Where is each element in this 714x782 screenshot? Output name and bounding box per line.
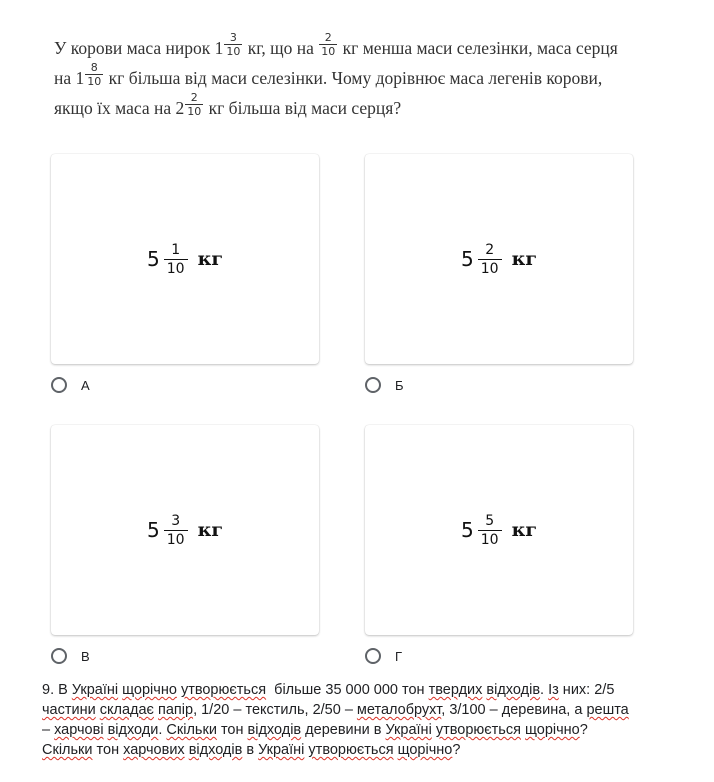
answer-unit: кг [197,519,223,541]
text-segment: в [242,742,259,758]
option-b-answer [461,241,537,278]
next-question-line [42,680,682,700]
text-segment: 9. В [42,682,72,698]
misspelled-word: відходів [247,722,302,738]
text-segment: них: 2/5 [558,682,615,698]
fraction-denominator: 10 [226,45,241,59]
option-b-radio[interactable] [365,377,381,393]
question-text [54,33,654,123]
fraction [185,91,203,118]
option-d-radio[interactable] [365,648,381,664]
fraction-numerator: 2 [190,91,198,105]
text-segment: деревини в [301,722,386,738]
option-c-image-card[interactable] [51,425,319,635]
question-text-segment: якщо їх маса на 2 [54,98,185,118]
text-segment: більше 35 000 000 тон [266,682,429,698]
option-c-radio[interactable] [51,648,67,664]
fraction [85,61,103,88]
misspelled-word: твердих [428,682,483,698]
next-question-line [42,700,682,720]
text-segment: . [540,682,549,698]
text-segment: ? [452,742,461,758]
answer-whole: 5 [461,518,474,542]
answer-numerator: 3 [171,512,181,529]
misspelled-word: Із [548,682,559,698]
option-c-choice[interactable] [51,648,90,664]
next-question-text [42,680,682,760]
misspelled-word: утворюється [180,682,267,698]
option-b-image-card[interactable] [365,154,633,364]
option-a-answer [147,241,223,278]
misspelled-word: Скільки [42,742,93,758]
misspelled-word: складає [99,702,154,718]
text-segment: , 1/20 – текстиль, 2/50 – [193,702,357,718]
answer-whole: 5 [461,247,474,271]
text-segment: – [42,722,55,738]
question-text-segment: кг, що на [243,38,319,58]
answer-denominator: 10 [478,259,502,278]
option-a-radio[interactable] [51,377,67,393]
fraction-denominator: 10 [321,45,336,59]
answer-whole: 5 [147,247,160,271]
option-a-choice[interactable] [51,377,90,393]
text-segment: , 3/100 – деревина, а [441,702,587,718]
question-text-segment: У корови маса нирок 1 [54,38,224,58]
option-d-label: Г [395,648,403,664]
misspelled-word: Україні [71,682,119,698]
answer-numerator: 1 [171,241,181,258]
misspelled-word: відходи [107,722,159,738]
option-a-image-card[interactable] [51,154,319,364]
misspelled-word: частини [42,702,96,718]
option-d-answer [461,512,537,549]
answer-unit: кг [197,248,223,270]
option-c-answer [147,512,223,549]
misspelled-word: щорічно [525,722,580,738]
answer-denominator: 10 [164,259,188,278]
answer-numerator: 5 [485,512,495,529]
question-text-segment: на 1 [54,68,85,88]
misspelled-word: відходів [486,682,541,698]
misspelled-word: Україні [385,722,432,738]
answer-unit: кг [511,519,537,541]
misspelled-word: решта [586,702,629,718]
misspelled-word: щорічно [397,742,453,758]
next-question-line [42,740,682,760]
misspelled-word: Україні [258,742,305,758]
misspelled-word: щорічно [122,682,177,698]
question-line-3 [54,93,654,123]
fraction-numerator: 3 [229,31,237,45]
option-b-choice[interactable] [365,377,404,393]
text-segment: тон [216,722,248,738]
fraction-numerator: 8 [90,61,98,75]
answer-fraction [478,241,502,278]
fraction-numerator: 2 [324,31,332,45]
fraction-denominator: 10 [87,75,102,89]
misspelled-word: папір [158,702,194,718]
question-text-segment: кг менша маси селезінки, маса серця [338,38,618,58]
misspelled-word: Скільки [166,722,217,738]
fraction [224,31,242,58]
question-line-2 [54,63,654,93]
option-d-image-card[interactable] [365,425,633,635]
option-a-label: А [81,377,90,393]
text-segment: ? [579,722,588,738]
answer-denominator: 10 [164,530,188,549]
answer-fraction [164,241,188,278]
misspelled-word: утворюється [435,722,521,738]
answer-fraction [164,512,188,549]
misspelled-word: металобрухт [356,702,442,718]
misspelled-word: відходів [188,742,243,758]
option-d-choice[interactable] [365,648,402,664]
answer-denominator: 10 [478,530,502,549]
option-b-label: Б [395,377,404,393]
fraction [319,31,337,58]
option-c-label: В [81,648,90,664]
answer-unit: кг [511,248,537,270]
misspelled-word: харчові [54,722,104,738]
answer-fraction [478,512,502,549]
next-question-line [42,720,682,740]
text-segment: . [158,722,167,738]
answer-numerator: 2 [485,241,495,258]
question-line-1 [54,33,654,63]
question-text-segment: кг більша від маси селезінки. Чому дорівнює маса легенів корови, [104,68,603,88]
text-segment: тон [92,742,124,758]
answer-whole: 5 [147,518,160,542]
misspelled-word: утворюється [308,742,394,758]
question-text-segment: кг більша від маси серця? [204,98,402,118]
fraction-denominator: 10 [187,105,202,119]
misspelled-word: харчових [123,742,185,758]
